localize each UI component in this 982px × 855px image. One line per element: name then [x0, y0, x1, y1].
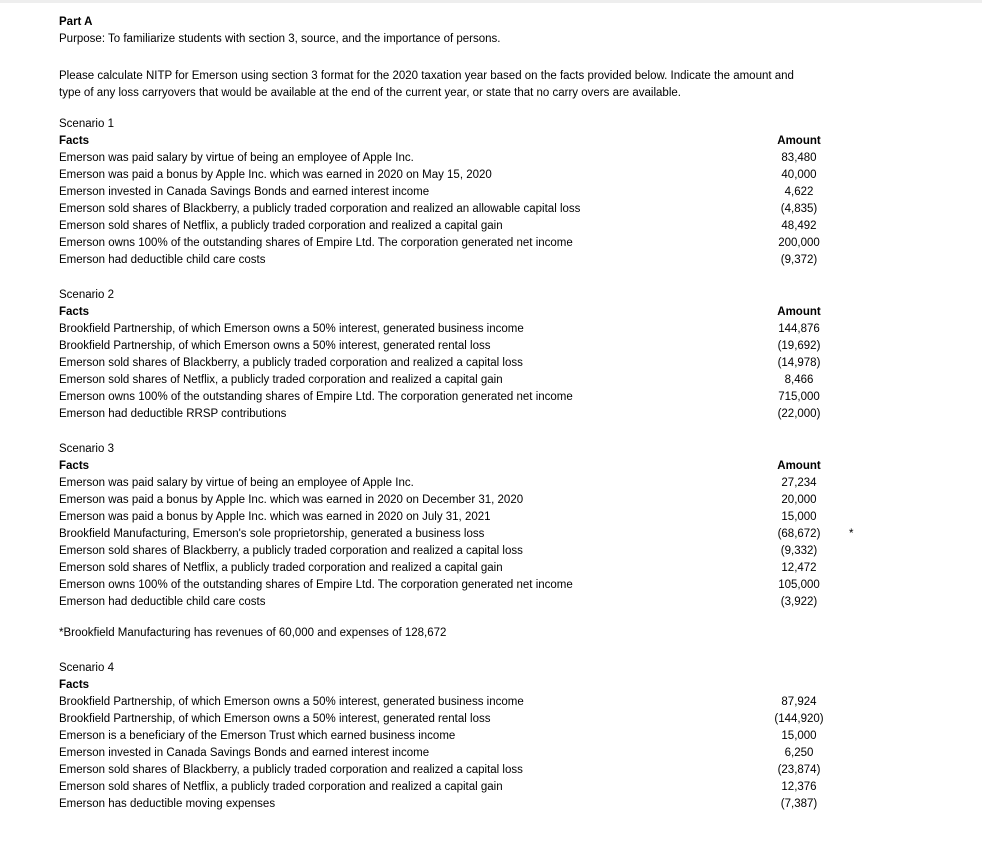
fact-row — [59, 475, 859, 492]
scenario-title: Scenario 3 — [59, 443, 114, 455]
fact-desc: Emerson invested in Canada Savings Bonds and earned interest income — [59, 747, 430, 759]
fact-row — [59, 338, 859, 355]
fact-amount: 12,472 — [781, 562, 817, 574]
scenario-title: Scenario 2 — [59, 289, 114, 301]
fact-desc: Emerson had deductible child care costs — [59, 596, 266, 608]
fact-amount: 8,466 — [784, 374, 814, 386]
fact-desc: Emerson invested in Canada Savings Bonds and earned interest income — [59, 186, 430, 198]
fact-row — [59, 389, 859, 406]
fact-row — [59, 492, 859, 509]
fact-desc: Emerson sold shares of Netflix, a publicly traded corporation and realized a capital gain — [59, 220, 503, 232]
scenario-3 — [59, 441, 859, 642]
fact-desc: Emerson was paid salary by virtue of being an employee of Apple Inc. — [59, 477, 414, 489]
fact-row — [59, 560, 859, 577]
fact-desc: Emerson sold shares of Blackberry, a publicly traded corporation and realized a capital loss — [59, 357, 523, 369]
fact-amount: (4,835) — [780, 203, 818, 215]
fact-desc: Emerson was paid a bonus by Apple Inc. which was earned in 2020 on May 15, 2020 — [59, 169, 492, 181]
fact-amount: 48,492 — [781, 220, 817, 232]
fact-amount: (7,387) — [780, 798, 818, 810]
fact-desc: Emerson sold shares of Blackberry, a publicly traded corporation and realized a capital loss — [59, 764, 523, 776]
fact-row — [59, 543, 859, 560]
fact-desc: Emerson owns 100% of the outstanding shares of Empire Ltd. The corporation generated net income — [59, 237, 573, 249]
fact-amount: 40,000 — [781, 169, 817, 181]
part-title: Part A — [59, 16, 93, 28]
fact-row — [59, 252, 859, 269]
fact-row — [59, 711, 859, 728]
fact-amount: 87,924 — [781, 696, 817, 708]
scenario-2 — [59, 287, 859, 423]
fact-row — [59, 201, 859, 218]
purpose-text: Purpose: To familiarize students with section 3, source, and the importance of persons. — [59, 33, 501, 45]
fact-amount: 83,480 — [781, 152, 817, 164]
fact-row — [59, 779, 859, 796]
fact-row — [59, 406, 859, 423]
fact-row — [59, 372, 859, 389]
fact-amount: (9,332) — [780, 545, 818, 557]
facts-header-row — [59, 677, 859, 694]
fact-desc: Brookfield Partnership, of which Emerson owns a 50% interest, generated business income — [59, 696, 524, 708]
fact-desc: Emerson sold shares of Blackberry, a publicly traded corporation and realized an allowable capital loss — [59, 203, 581, 215]
fact-desc: Emerson sold shares of Netflix, a publicly traded corporation and realized a capital gain — [59, 374, 503, 386]
scenario-4 — [59, 660, 859, 813]
scenario-title: Scenario 4 — [59, 662, 114, 674]
fact-amount: (22,000) — [777, 408, 821, 420]
fact-row — [59, 509, 859, 526]
fact-row — [59, 167, 859, 184]
top-border — [0, 0, 982, 3]
facts-header-row — [59, 304, 859, 321]
fact-amount: (9,372) — [780, 254, 818, 266]
fact-row — [59, 577, 859, 594]
fact-desc: Emerson was paid a bonus by Apple Inc. which was earned in 2020 on July 31, 2021 — [59, 511, 491, 523]
facts-label: Facts — [59, 135, 90, 147]
instructions-line-2: type of any loss carryovers that would be available at the end of the current year, or state that no carry overs are available. — [59, 87, 681, 99]
fact-desc: Emerson owns 100% of the outstanding shares of Empire Ltd. The corporation generated net income — [59, 579, 573, 591]
fact-desc: Emerson sold shares of Netflix, a publicly traded corporation and realized a capital gain — [59, 562, 503, 574]
facts-label: Facts — [59, 679, 90, 691]
scenario-1 — [59, 116, 859, 269]
fact-row — [59, 355, 859, 372]
document-page — [59, 14, 859, 813]
fact-amount: 12,376 — [781, 781, 817, 793]
fact-amount: 15,000 — [781, 730, 817, 742]
fact-desc: Brookfield Partnership, of which Emerson owns a 50% interest, generated business income — [59, 323, 524, 335]
fact-amount: 20,000 — [781, 494, 817, 506]
fact-row — [59, 745, 859, 762]
fact-row — [59, 150, 859, 167]
fact-amount: 105,000 — [778, 579, 820, 591]
footnote: *Brookfield Manufacturing has revenues of 60,000 and expenses of 128,672 — [59, 627, 447, 639]
fact-amount: 6,250 — [784, 747, 814, 759]
fact-desc: Brookfield Partnership, of which Emerson owns a 50% interest, generated rental loss — [59, 713, 491, 725]
fact-row — [59, 762, 859, 779]
fact-amount: (3,922) — [780, 596, 818, 608]
amount-label: Amount — [777, 460, 821, 472]
fact-amount: 15,000 — [781, 511, 817, 523]
fact-desc: Brookfield Manufacturing, Emerson's sole proprietorship, generated a business loss — [59, 528, 485, 540]
facts-header-row — [59, 458, 859, 475]
fact-desc: Emerson sold shares of Blackberry, a publicly traded corporation and realized a capital loss — [59, 545, 523, 557]
fact-desc: Emerson owns 100% of the outstanding shares of Empire Ltd. The corporation generated net income — [59, 391, 573, 403]
facts-label: Facts — [59, 460, 90, 472]
fact-amount: (68,672) — [777, 528, 821, 540]
fact-amount: (14,978) — [777, 357, 821, 369]
fact-amount: 200,000 — [778, 237, 820, 249]
instructions-line-1: Please calculate NITP for Emerson using section 3 format for the 2020 taxation year based on the facts provided below. Indicate the amount and — [59, 70, 794, 82]
fact-desc: Emerson is a beneficiary of the Emerson Trust which earned business income — [59, 730, 456, 742]
facts-header-row — [59, 133, 859, 150]
fact-desc: Emerson was paid salary by virtue of being an employee of Apple Inc. — [59, 152, 414, 164]
fact-desc: Emerson had deductible child care costs — [59, 254, 266, 266]
fact-row — [59, 594, 859, 611]
fact-row — [59, 235, 859, 252]
fact-amount: 27,234 — [781, 477, 817, 489]
fact-desc: Emerson was paid a bonus by Apple Inc. which was earned in 2020 on December 31, 2020 — [59, 494, 524, 506]
fact-row — [59, 796, 859, 813]
fact-row — [59, 218, 859, 235]
facts-label: Facts — [59, 306, 90, 318]
fact-amount: (23,874) — [777, 764, 821, 776]
fact-desc: Emerson sold shares of Netflix, a publicly traded corporation and realized a capital gain — [59, 781, 503, 793]
fact-amount: 715,000 — [778, 391, 820, 403]
amount-label: Amount — [777, 135, 821, 147]
scenario-title: Scenario 1 — [59, 118, 114, 130]
fact-row — [59, 526, 859, 543]
fact-desc: Brookfield Partnership, of which Emerson owns a 50% interest, generated rental loss — [59, 340, 491, 352]
amount-label: Amount — [777, 306, 821, 318]
fact-row — [59, 321, 859, 338]
fact-amount: 144,876 — [778, 323, 820, 335]
fact-row — [59, 694, 859, 711]
fact-amount: (144,920) — [774, 713, 824, 725]
fact-row — [59, 728, 859, 745]
fact-amount: (19,692) — [777, 340, 821, 352]
fact-desc: Emerson has deductible moving expenses — [59, 798, 276, 810]
footnote-marker: * — [849, 528, 854, 540]
fact-row — [59, 184, 859, 201]
fact-desc: Emerson had deductible RRSP contributions — [59, 408, 287, 420]
fact-amount: 4,622 — [784, 186, 814, 198]
